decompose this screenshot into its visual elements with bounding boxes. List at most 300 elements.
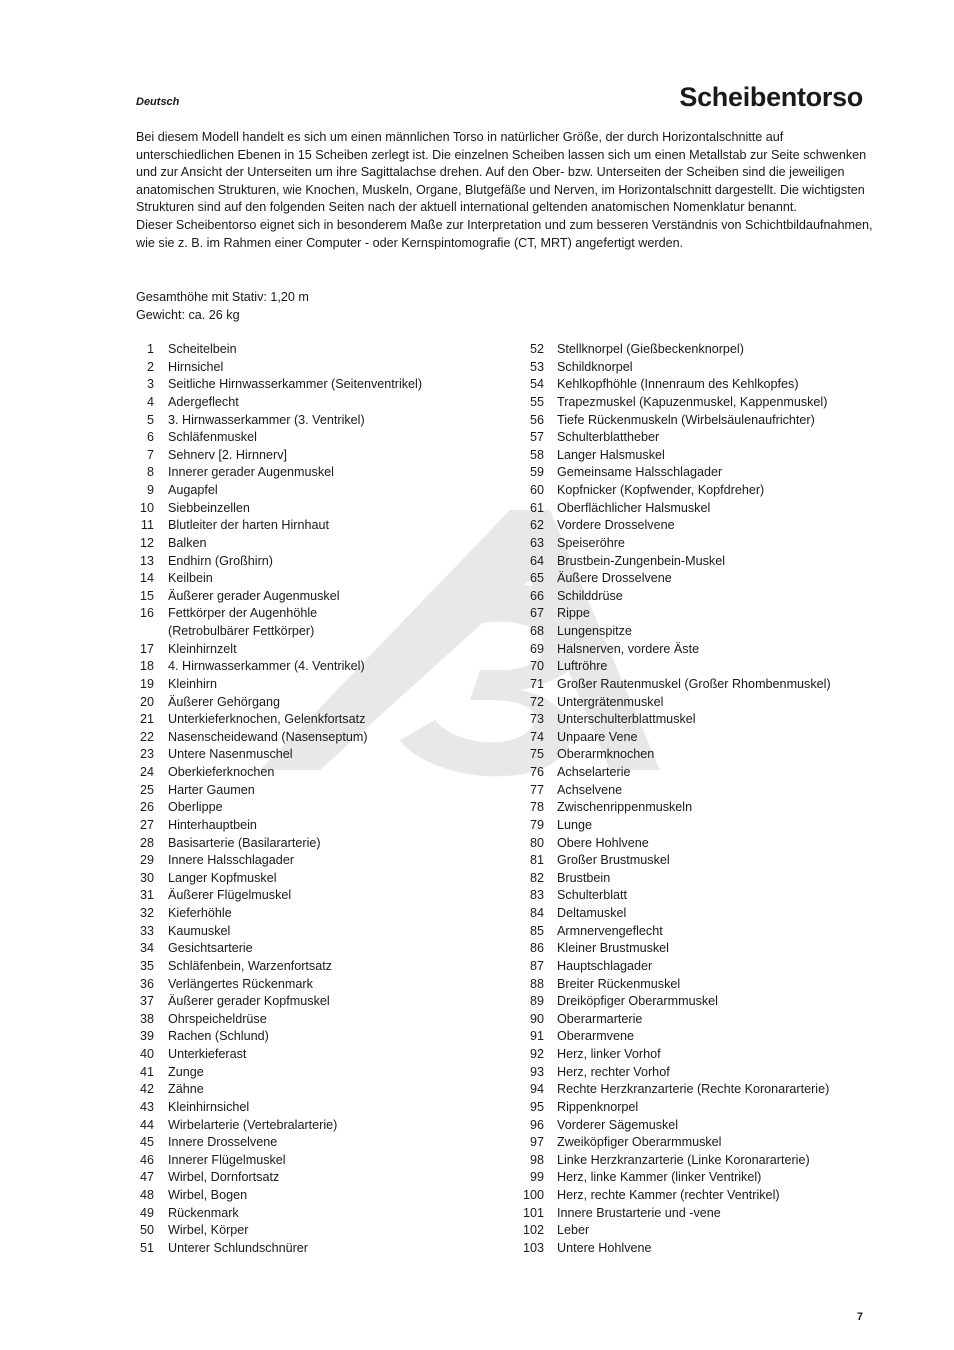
item-label: Achselarterie (557, 765, 631, 779)
list-item (136, 976, 506, 994)
item-label: Herz, rechter Vorhof (557, 1064, 670, 1079)
item-number: 68 (529, 624, 544, 638)
item-number: 94 (529, 1082, 544, 1097)
list-item (136, 870, 506, 888)
list-item (136, 1152, 506, 1170)
item-label: Äußerer gerader Augenmuskel (168, 588, 340, 603)
list-item (136, 517, 506, 535)
item-number: 28 (139, 835, 154, 850)
list-item (522, 535, 902, 553)
list-item (136, 905, 506, 923)
item-number: 24 (139, 765, 154, 779)
item-label: Innere Drosselvene (168, 1135, 278, 1150)
list-item (136, 887, 506, 905)
item-number: 87 (529, 958, 544, 973)
item-label: Rückenmark (168, 1205, 239, 1220)
item-label: Fettkörper der Augenhöhle (168, 606, 318, 621)
item-label: Wirbel, Dornfortsatz (168, 1170, 280, 1185)
list-item (136, 1187, 506, 1205)
list-item (136, 376, 506, 394)
item-label: Seitliche Hirnwasserkammer (Seitenventrikel) (168, 377, 423, 392)
list-item (136, 940, 506, 958)
item-number: 19 (139, 676, 154, 691)
item-number: 99 (529, 1170, 544, 1185)
item-label: Oberarmknochen (557, 747, 655, 762)
list-item (522, 341, 902, 359)
item-number: 16 (139, 606, 154, 621)
item-label: Sehnerv [2. Hirnnerv] (168, 447, 287, 462)
item-label: Kehlkopfhöhle (Innenraum des Kehlkopfes) (557, 377, 799, 392)
item-number: 3 (146, 377, 154, 392)
list-item (136, 553, 506, 571)
list-item (136, 1028, 506, 1046)
item-number: 63 (529, 535, 544, 550)
structure-list-right (522, 341, 902, 1258)
item-number: 17 (139, 641, 154, 656)
list-item (136, 412, 506, 430)
item-label: Äußerer Gehörgang (168, 694, 281, 709)
item-label: Schilddrüse (557, 588, 623, 603)
item-number: 29 (139, 853, 154, 868)
item-label: Zähne (168, 1082, 204, 1097)
item-number: 38 (139, 1011, 154, 1026)
item-label: Kleinhirnzelt (168, 641, 237, 656)
list-item (136, 623, 506, 641)
item-number: 80 (529, 835, 544, 850)
item-label: Kopfnicker (Kopfwender, Kopfdreher) (557, 483, 765, 497)
item-label: Kleinhirn (168, 676, 218, 691)
item-number: 64 (529, 553, 544, 568)
list-item (136, 641, 506, 659)
list-item (136, 993, 506, 1011)
page-number: 7 (856, 1311, 863, 1323)
item-number: 90 (529, 1011, 544, 1026)
list-item (136, 799, 506, 817)
item-label: Speiseröhre (557, 535, 625, 550)
item-label: Schläfenbein, Warzenfortsatz (168, 958, 333, 973)
list-item (522, 359, 902, 377)
item-number: 55 (529, 394, 544, 409)
item-number: 60 (529, 483, 544, 497)
item-number: 7 (146, 447, 154, 462)
item-label: Breiter Rückenmuskel (557, 976, 681, 991)
item-number: 81 (529, 853, 544, 868)
item-label: Gesichtsarterie (168, 941, 253, 956)
item-number: 12 (139, 535, 154, 550)
item-label: Langer Kopfmuskel (168, 870, 277, 885)
list-item (522, 482, 902, 500)
item-label: Unterschulterblattmuskel (557, 712, 696, 727)
item-number: 46 (139, 1152, 154, 1167)
item-label: Unterer Schlundschnürer (168, 1240, 309, 1255)
item-label: Oberlippe (168, 800, 223, 815)
item-number: 21 (139, 712, 154, 727)
item-number: 96 (529, 1117, 544, 1132)
item-label: Äußere Drosselvene (557, 571, 672, 586)
item-number: 33 (139, 923, 154, 938)
item-label: Adergeflecht (168, 394, 239, 409)
item-label: Deltamuskel (557, 906, 627, 920)
item-label: Untere Nasenmuschel (168, 747, 293, 762)
item-number: 95 (529, 1099, 544, 1114)
list-item (522, 799, 902, 817)
list-item (522, 729, 902, 747)
item-label: Unterkieferast (168, 1047, 247, 1061)
list-item (136, 817, 506, 835)
list-item (136, 658, 506, 676)
intro-paragraph: Dieser Scheibentorso eignet sich in besonderem Maße zur Interpretation und zum besseren Verständnis von Schichtbildaufnahmen, wie sie z. B. im Rahmen einer Computer - oder Kernspintomografie (CT, MRT) angefertigt werden. (136, 217, 873, 250)
item-label: Dreiköpfiger Oberarmmuskel (557, 994, 718, 1009)
item-label: Scheitelbein (168, 342, 237, 356)
list-item (522, 429, 902, 447)
item-label: Endhirn (Großhirn) (168, 553, 273, 568)
item-label: Verlängertes Rückenmark (168, 976, 313, 991)
structure-list-left (136, 341, 506, 1258)
item-label: Innerer Flügelmuskel (168, 1152, 286, 1167)
item-number: 45 (139, 1135, 154, 1150)
item-label: Vordere Drosselvene (557, 518, 675, 533)
item-number (136, 623, 154, 641)
list-item (136, 394, 506, 412)
item-number: 26 (139, 800, 154, 815)
item-number: 48 (139, 1188, 154, 1202)
item-number: 15 (139, 588, 154, 603)
list-item (522, 782, 902, 800)
item-number: 36 (139, 976, 154, 991)
item-number: 5 (146, 412, 154, 427)
item-label: Oberkieferknochen (168, 765, 275, 779)
item-label: Langer Halsmuskel (557, 447, 665, 462)
list-item (522, 993, 902, 1011)
list-item (522, 1222, 902, 1240)
item-label: Rachen (Schlund) (168, 1029, 269, 1044)
item-label: Kleiner Brustmuskel (557, 941, 669, 956)
item-label: Schläfenmuskel (168, 430, 257, 445)
item-number: 92 (529, 1047, 544, 1061)
item-number: 56 (529, 412, 544, 427)
list-item (522, 1081, 902, 1099)
item-label: 3. Hirnwasserkammer (3. Ventrikel) (168, 412, 365, 427)
list-item (522, 976, 902, 994)
item-number: 1 (146, 342, 154, 356)
spec-height: Gesamthöhe mit Stativ: 1,20 m (136, 290, 309, 304)
list-item (522, 1011, 902, 1029)
item-label: Lungenspitze (557, 624, 632, 638)
item-number: 6 (146, 430, 154, 445)
item-label: Balken (168, 535, 207, 550)
list-item (522, 464, 902, 482)
list-item (522, 1134, 902, 1152)
item-label: Obere Hohlvene (557, 835, 649, 850)
list-item (522, 412, 902, 430)
list-item (136, 1169, 506, 1187)
list-item (522, 1187, 902, 1205)
item-label: Großer Rautenmuskel (Großer Rhombenmuskel) (557, 676, 831, 691)
item-number: 57 (529, 430, 544, 445)
list-item (136, 1046, 506, 1064)
item-number: 102 (522, 1223, 544, 1238)
item-number: 66 (529, 588, 544, 603)
item-number: 72 (529, 694, 544, 709)
item-number: 51 (139, 1240, 154, 1255)
list-item (522, 394, 902, 412)
item-label: Basisarterie (Basilararterie) (168, 835, 321, 850)
list-item (522, 817, 902, 835)
item-label: Unterkieferknochen, Gelenkfortsatz (168, 712, 366, 727)
list-item (136, 447, 506, 465)
list-item (522, 852, 902, 870)
list-item (522, 870, 902, 888)
item-label: Blutleiter der harten Hirnhaut (168, 518, 330, 533)
item-number: 42 (139, 1082, 154, 1097)
item-number: 103 (522, 1240, 544, 1255)
item-number: 79 (529, 817, 544, 832)
item-label: Rechte Herzkranzarterie (Rechte Koronararterie) (557, 1082, 830, 1097)
item-label: Zweiköpfiger Oberarmmuskel (557, 1135, 722, 1150)
list-item (522, 1117, 902, 1135)
item-label: Unpaare Vene (557, 729, 638, 744)
item-number: 100 (522, 1188, 544, 1202)
list-item (522, 605, 902, 623)
item-number: 23 (139, 747, 154, 762)
specifications (136, 289, 309, 324)
list-item (522, 1046, 902, 1064)
list-item (522, 764, 902, 782)
list-item (522, 940, 902, 958)
item-number: 83 (529, 888, 544, 903)
item-label: Rippe (557, 606, 590, 621)
item-label: Herz, linke Kammer (linker Ventrikel) (557, 1170, 762, 1185)
list-item (136, 1064, 506, 1082)
item-number: 82 (529, 870, 544, 885)
item-label: Hauptschlagader (557, 958, 653, 973)
list-item (136, 782, 506, 800)
item-number: 44 (139, 1117, 154, 1132)
item-label: Untere Hohlvene (557, 1240, 652, 1255)
item-label: Innerer gerader Augenmuskel (168, 465, 334, 480)
list-item (522, 1152, 902, 1170)
item-number: 2 (146, 359, 154, 374)
list-item (136, 359, 506, 377)
list-item (136, 852, 506, 870)
list-item (136, 1205, 506, 1223)
item-label: Kieferhöhle (168, 906, 232, 920)
spec-weight: Gewicht: ca. 26 kg (136, 307, 240, 322)
list-item (136, 746, 506, 764)
item-number: 85 (529, 923, 544, 938)
item-number: 53 (529, 359, 544, 374)
item-number: 43 (139, 1099, 154, 1114)
item-number: 22 (139, 729, 154, 744)
list-item (522, 923, 902, 941)
item-label: Achselvene (557, 782, 623, 797)
list-item (136, 694, 506, 712)
item-number: 39 (139, 1029, 154, 1044)
item-label: Zwischenrippenmuskeln (557, 800, 693, 815)
list-item (136, 605, 506, 623)
list-item (136, 500, 506, 518)
item-label: Nasenscheidewand (Nasenseptum) (168, 729, 368, 744)
list-item (522, 570, 902, 588)
item-number: 75 (529, 747, 544, 762)
item-label: Lunge (557, 817, 593, 832)
item-number: 91 (529, 1029, 544, 1044)
list-item (136, 429, 506, 447)
item-number: 98 (529, 1152, 544, 1167)
list-item (136, 958, 506, 976)
list-item (136, 1011, 506, 1029)
item-number: 25 (139, 782, 154, 797)
list-item (522, 905, 902, 923)
item-label: Hinterhauptbein (168, 817, 257, 832)
item-number: 89 (529, 994, 544, 1009)
item-number: 65 (529, 571, 544, 586)
list-item (136, 535, 506, 553)
item-number: 58 (529, 447, 544, 462)
intro-paragraph: Bei diesem Modell handelt es sich um einen männlichen Torso in natürlicher Größe, der durch Horizontalschnitte auf unterschiedlichen Ebenen in 15 Scheiben zerlegt ist. Die einzelnen Scheiben lassen sich um einen Metallstab zur Seite schwenken und zur Ansicht der Unterseiten um ihre Sagittalachse drehen. Auf den Ober- bzw. Unterseiten der Scheiben sind die jeweiligen anatomischen Strukturen, wie Knochen, Muskeln, Organe, Blutgefäße und Nerven, im Horizontalschnitt dargestellt. Die wichtigsten Strukturen sind auf den folgenden Seiten nach der aktuell international geltenden anatomischen Nomenklatur benannt. (136, 130, 867, 215)
item-label: Kaumuskel (168, 923, 231, 938)
list-item (522, 676, 902, 694)
item-label: Keilbein (168, 571, 213, 586)
item-label: Tiefe Rückenmuskeln (Wirbelsäulenaufrichter) (557, 412, 815, 427)
page-title: Scheibentorso (679, 82, 863, 112)
item-number: 76 (529, 765, 544, 779)
list-item (522, 1240, 902, 1258)
list-item (522, 517, 902, 535)
item-label: Wirbel, Körper (168, 1223, 249, 1238)
item-label: Äußerer Flügelmuskel (168, 888, 292, 903)
list-item (522, 1099, 902, 1117)
item-number: 41 (139, 1064, 154, 1079)
item-label: Schildknorpel (557, 359, 633, 374)
item-label: Schulterblatt (557, 888, 628, 903)
item-label: Herz, linker Vorhof (557, 1047, 661, 1061)
item-number: 18 (139, 659, 154, 674)
item-number: 97 (529, 1135, 544, 1150)
item-label: Linke Herzkranzarterie (Linke Koronararterie) (557, 1152, 810, 1167)
item-label: Untergrätenmuskel (557, 694, 664, 709)
item-label: Herz, rechte Kammer (rechter Ventrikel) (557, 1188, 780, 1202)
item-number: 54 (529, 377, 544, 392)
item-number: 10 (139, 500, 154, 515)
item-label: Großer Brustmuskel (557, 853, 670, 868)
item-number: 8 (146, 465, 154, 480)
list-item (522, 658, 902, 676)
item-number: 49 (139, 1205, 154, 1220)
item-label: Innere Halsschlagader (168, 853, 295, 868)
list-item (136, 482, 506, 500)
list-item (522, 835, 902, 853)
item-number: 73 (529, 712, 544, 727)
item-number: 32 (139, 906, 154, 920)
list-item (522, 1028, 902, 1046)
item-number: 59 (529, 465, 544, 480)
item-number: 4 (146, 394, 154, 409)
list-item (522, 553, 902, 571)
item-number: 30 (139, 870, 154, 885)
list-item (136, 1099, 506, 1117)
item-number: 69 (529, 641, 544, 656)
item-number: 31 (139, 888, 154, 903)
item-label: Äußerer gerader Kopfmuskel (168, 994, 330, 1009)
item-label: Oberarmvene (557, 1029, 634, 1044)
list-item (522, 447, 902, 465)
list-item (522, 500, 902, 518)
item-number: 101 (522, 1205, 544, 1220)
item-number: 67 (529, 606, 544, 621)
item-number: 86 (529, 941, 544, 956)
item-number: 11 (140, 518, 154, 533)
list-item (522, 588, 902, 606)
item-number: 71 (529, 676, 544, 691)
item-label: Ohrspeicheldrüse (168, 1011, 267, 1026)
list-item (136, 1240, 506, 1258)
list-item (522, 958, 902, 976)
list-item (522, 746, 902, 764)
item-number: 70 (529, 659, 544, 674)
item-number: 77 (529, 782, 544, 797)
item-label: Wirbelarterie (Vertebralarterie) (168, 1117, 338, 1132)
item-label: Brustbein (557, 870, 611, 885)
item-label: 4. Hirnwasserkammer (4. Ventrikel) (168, 659, 365, 674)
list-item (136, 1117, 506, 1135)
item-label: Hirnsichel (168, 359, 224, 374)
item-label: Vorderer Sägemuskel (557, 1117, 679, 1132)
item-number: 50 (139, 1223, 154, 1238)
item-label: Brustbein-Zungenbein-Muskel (557, 553, 726, 568)
list-item (522, 711, 902, 729)
item-number: 14 (139, 571, 154, 586)
list-item (522, 694, 902, 712)
item-label: Wirbel, Bogen (168, 1188, 248, 1202)
item-label: Rippenknorpel (557, 1099, 639, 1114)
item-label: Oberarmarterie (557, 1011, 643, 1026)
list-item (522, 1169, 902, 1187)
item-label: Halsnerven, vordere Äste (557, 641, 700, 656)
list-item (522, 641, 902, 659)
list-item (136, 1081, 506, 1099)
item-label: Luftröhre (557, 659, 608, 674)
item-label: Gemeinsame Halsschlagader (557, 465, 723, 480)
item-label: Kleinhirnsichel (168, 1099, 250, 1114)
item-number: 52 (529, 342, 544, 356)
list-item (522, 1064, 902, 1082)
item-number: 62 (529, 518, 544, 533)
list-item (136, 1134, 506, 1152)
item-number: 35 (139, 958, 154, 973)
item-number: 78 (529, 800, 544, 815)
list-item (136, 764, 506, 782)
list-item (136, 923, 506, 941)
item-label: Harter Gaumen (168, 782, 255, 797)
list-item (136, 729, 506, 747)
list-item (136, 588, 506, 606)
item-label: Augapfel (168, 483, 218, 497)
item-number: 93 (529, 1064, 544, 1079)
item-number: 9 (146, 483, 154, 497)
item-number: 40 (139, 1047, 154, 1061)
item-label: Oberflächlicher Halsmuskel (557, 500, 711, 515)
item-label: Zunge (168, 1064, 204, 1079)
item-number: 74 (529, 729, 544, 744)
item-number: 88 (529, 976, 544, 991)
item-label: (Retrobulbärer Fettkörper) (168, 624, 315, 638)
list-item (522, 376, 902, 394)
list-item (136, 835, 506, 853)
list-item (136, 1222, 506, 1240)
item-label: Stellknorpel (Gießbeckenknorpel) (557, 342, 744, 356)
list-item (136, 464, 506, 482)
